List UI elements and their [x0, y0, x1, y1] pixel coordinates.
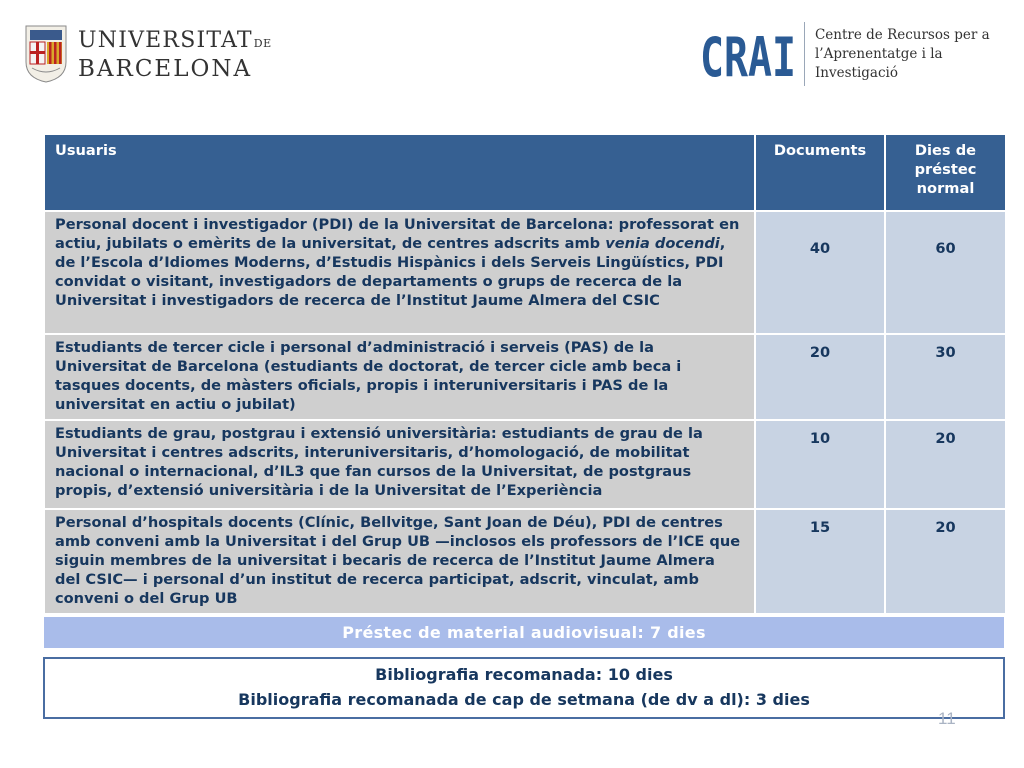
ub-logo: [24, 22, 272, 84]
header-documents: Documents: [755, 134, 885, 211]
documents-cell: 10: [755, 420, 885, 509]
header-loan-days: Dies de préstec normal: [885, 134, 1006, 211]
crai-tagline-1: Centre de Recursos per a: [814, 26, 990, 43]
user-type-cell: Personal d’hospitals docents (Clínic, Bellvitge, Sant Joan de Déu), PDI de centres amb conveni amb la Universitat i del Grup UB —inclosos els professors de l’ICE que siguin membres de la universitat i becaris de recerca de l’Institut Jaume Almera del CSIC— i personal d’un institut de recerca participat, adscrit, vinculat, amb conveni o del Grup UB: [44, 509, 755, 614]
documents-cell: 15: [755, 509, 885, 614]
crai-logo: [700, 22, 1024, 89]
user-type-cell: Personal docent i investigador (PDI) de la Universitat de Barcelona: professorat en actiu, jubilats o emèrits de la universitat, de centres adscrits amb venia docendi, de l’Escola d’Idiomes Moderns, d’Estudis Hispànics i dels Serveis Lingüístics, PDI convidat o visitant, investigadors de departaments o grups de recerca de la Universitat i investigadors de recerca de l’Institut Jaume Almera del CSIC: [44, 211, 755, 334]
table-row: [44, 334, 1006, 420]
loan-days-cell: 20: [885, 509, 1006, 614]
table-row: [44, 211, 1006, 334]
bibliography-line-1: Bibliografia recomanada: 10 dies: [375, 665, 673, 684]
user-type-cell: Estudiants de tercer cicle i personal d’administració i serveis (PAS) de la Universitat de Barcelona (estudiants de doctorat, de tercer cicle amb beca i tasques docents, de màsters oficials, propis i interuniversitaris i PAS de la universitat en actiu o jubilat): [44, 334, 755, 420]
crai-logo-text: CRAI: [700, 26, 796, 89]
loan-days-cell: 30: [885, 334, 1006, 420]
bibliography-box: [43, 657, 1005, 719]
ub-name-de: DE: [253, 37, 272, 50]
crai-logo-mark: [700, 24, 796, 89]
ub-seal-icon: [24, 22, 68, 84]
table-row: [44, 420, 1006, 509]
loan-days-cell: 20: [885, 420, 1006, 509]
documents-cell: 20: [755, 334, 885, 420]
documents-cell: 40: [755, 211, 885, 334]
bibliography-line-2: Bibliografia recomanada de cap de setmana (de dv a dl): 3 dies: [238, 690, 810, 709]
loan-table: [43, 133, 1007, 615]
table-header-row: [44, 134, 1006, 211]
audiovisual-loan-bar: Préstec de material audiovisual: 7 dies: [44, 617, 1004, 648]
header-users: Usuaris: [44, 134, 755, 211]
crai-tagline-2: l’Aprenentatge i la Investigació: [814, 45, 943, 81]
table-row: [44, 509, 1006, 614]
loan-days-cell: 60: [885, 211, 1006, 334]
ub-name-line2: BARCELONA: [78, 56, 253, 82]
ub-name-line1: UNIVERSITAT: [78, 28, 253, 53]
crai-divider: [804, 22, 805, 86]
page-number: 11: [938, 709, 956, 728]
user-type-cell: Estudiants de grau, postgrau i extensió universitària: estudiants de grau de la Universitat i centres adscrits, interuniversitaris, d’homologació, de mobilitat nacional o internacional, d’IL3 que fan cursos de la Universitat, de postgraus propis, d’extensió universitària i de la Universitat de l’Experiència: [44, 420, 755, 509]
